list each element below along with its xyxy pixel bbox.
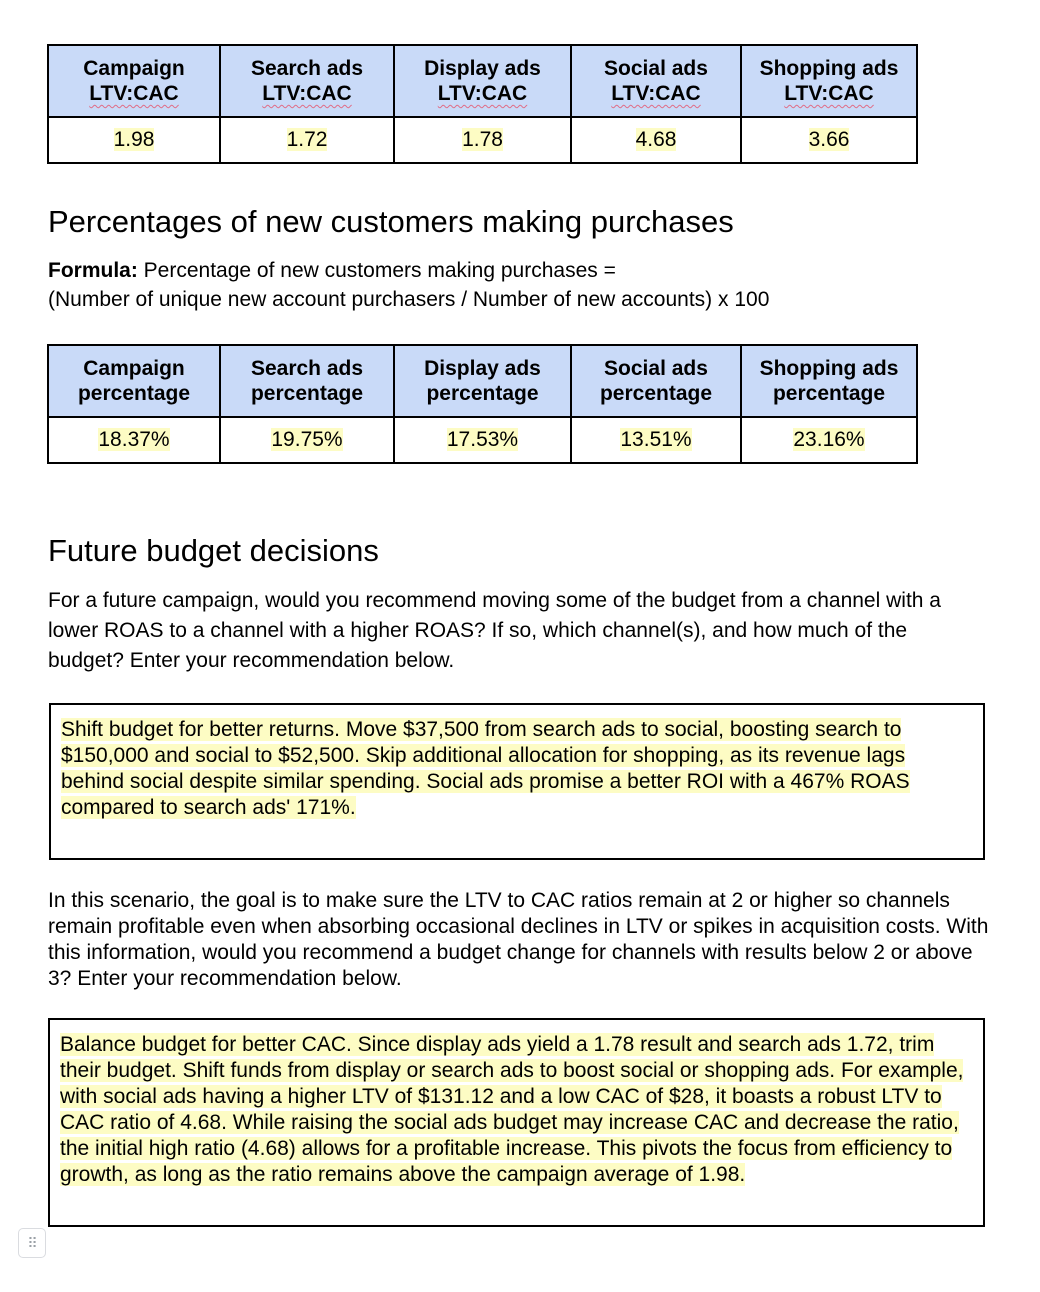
- percentage-header-row: [48, 345, 917, 417]
- pct-header-social: Social ads percentage: [571, 345, 741, 417]
- ltv-header-campaign: Campaign LTV:CAC: [48, 45, 220, 117]
- pct-value-campaign: 18.37%: [48, 417, 220, 463]
- ltv-value-search: 1.72: [220, 117, 394, 163]
- ltv-cac-header-row: [48, 45, 917, 117]
- pct-header-shopping: Shopping ads percentage: [741, 345, 917, 417]
- drag-handle-icon[interactable]: ⠿: [18, 1228, 46, 1258]
- pct-value-search: 19.75%: [220, 417, 394, 463]
- ltv-header-search: Search ads LTV:CAC: [220, 45, 394, 117]
- percentage-value-row: [48, 417, 917, 463]
- percentage-table: [47, 344, 918, 464]
- pct-header-search: Search ads percentage: [220, 345, 394, 417]
- budget-answer-1-box[interactable]: [49, 703, 985, 860]
- pct-value-display: 17.53%: [394, 417, 571, 463]
- ltv-cac-table: [47, 44, 918, 164]
- ltv-value-social: 4.68: [571, 117, 741, 163]
- budget-section-title: Future budget decisions: [48, 533, 379, 568]
- ltv-value-display: 1.78: [394, 117, 571, 163]
- pct-value-social: 13.51%: [571, 417, 741, 463]
- ltv-header-social: Social ads LTV:CAC: [571, 45, 741, 117]
- pct-header-display: Display ads percentage: [394, 345, 571, 417]
- ltv-value-shopping: 3.66: [741, 117, 917, 163]
- ltv-header-display: Display ads LTV:CAC: [394, 45, 571, 117]
- purchases-section-title: Percentages of new customers making purchases: [48, 204, 734, 239]
- budget-answer-2: Balance budget for better CAC. Since display ads yield a 1.78 result and search ads 1.72, trim their budget. Shift funds from display or search ads to boost social or shopping ads. For example, with social ads having a higher LTV of $131.12 and a low CAC of $28, it boasts a robust LTV to CAC ratio of 4.68. While raising the social ads budget may increase CAC and decrease the ratio, the initial high ratio (4.68) allows for a profitable increase. This pivots the focus from efficiency to growth, as long as the ratio remains above the campaign average of 1.98.: [60, 1033, 964, 1186]
- formula-text: Formula: Percentage of new customers making purchases = (Number of unique new account purchasers / Number of new accounts) x 100: [48, 259, 770, 311]
- ltv-value-campaign: 1.98: [48, 117, 220, 163]
- ltv-header-shopping: Shopping ads LTV:CAC: [741, 45, 917, 117]
- budget-question-1: For a future campaign, would you recommend moving some of the budget from a channel with a lower ROAS to a channel with a higher ROAS? If so, which channel(s), and how much of the budget? Enter your recommendation below.: [48, 589, 941, 672]
- pct-header-campaign: Campaign percentage: [48, 345, 220, 417]
- budget-question-2: In this scenario, the goal is to make sure the LTV to CAC ratios remain at 2 or higher so channels remain profitable even when absorbing occasional declines in LTV or spikes in acquisition costs. With this information, would you recommend a budget change for channels with results below 2 or above 3? Enter your recommendation below.: [48, 889, 989, 990]
- budget-answer-1: Shift budget for better returns. Move $37,500 from search ads to social, boosting search to $150,000 and social to $52,500. Skip additional allocation for shopping, as its revenue lags behind social despite similar spending. Social ads promise a better ROI with a 467% ROAS compared to search ads' 171%.: [61, 718, 910, 819]
- pct-value-shopping: 23.16%: [741, 417, 917, 463]
- ltv-cac-value-row: [48, 117, 917, 163]
- budget-answer-2-box[interactable]: [48, 1018, 985, 1227]
